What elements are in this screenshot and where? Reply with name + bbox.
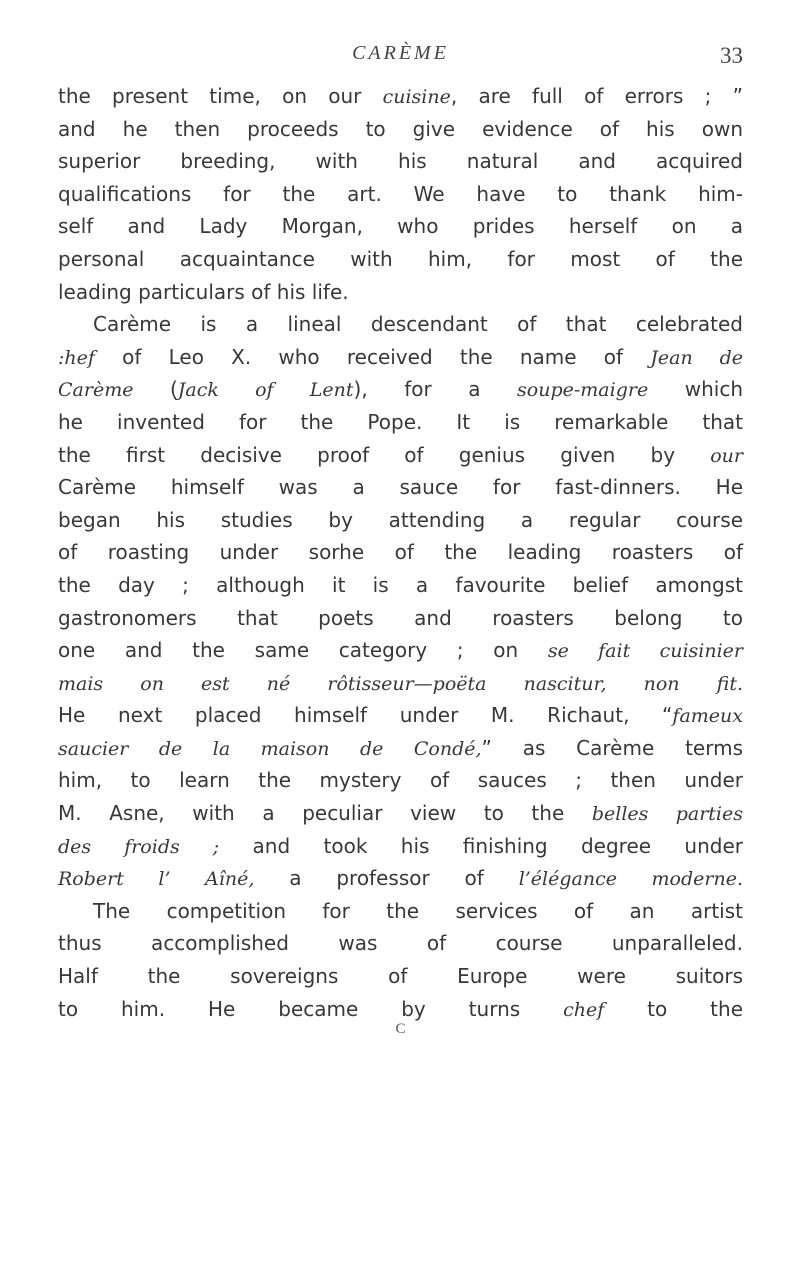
text-line: [58, 602, 743, 635]
text-run: to him. He became by turns: [58, 996, 564, 1021]
italic-text: se fait cuisinier: [547, 640, 743, 663]
italic-text: our: [710, 444, 743, 467]
text-run: qualifications for the art. We have to thank him-: [58, 181, 743, 206]
text-line: [58, 276, 743, 309]
text-line: [58, 471, 743, 504]
text-run: of Leo X. who received the name of: [94, 344, 651, 369]
italic-text: belles parties: [591, 803, 744, 826]
italic-text: :hef: [58, 346, 95, 369]
text-line: [58, 895, 743, 928]
italic-text: soupe-maigre: [517, 379, 649, 402]
text-line: [58, 634, 743, 667]
text-line: [58, 406, 743, 439]
text-line: [58, 504, 743, 537]
italic-text: Carème: [58, 379, 134, 402]
text-line: [58, 243, 743, 276]
text-line: [58, 862, 743, 895]
running-head: [58, 28, 743, 80]
text-run: self and Lady Morgan, who prides herself on a: [58, 214, 743, 239]
text-run: M. Asne, with a peculiar view to the: [58, 801, 592, 826]
text-run: of roasting under sorhe of the leading roasters of: [58, 540, 743, 565]
text-run: he invented for the Pope. It is remarkable that: [58, 409, 743, 434]
text-run: and took his finishing degree under: [219, 833, 743, 858]
italic-text: des froids ;: [58, 835, 220, 858]
text-run: Half the sovereigns of Europe were suitors: [58, 964, 743, 989]
signature-mark: C: [395, 1021, 406, 1038]
text-line: [58, 373, 743, 406]
text-run: and he then proceeds to give evidence of his own: [58, 116, 743, 141]
text-line: [58, 178, 743, 211]
text-run: the day ; although it is a favourite belief amongst: [58, 572, 743, 597]
text-line: [58, 210, 743, 243]
text-line: [58, 145, 743, 178]
text-line: [58, 732, 743, 765]
text-run: leading particulars of his life.: [58, 279, 349, 304]
italic-text: mais on est né rôtisseur—poëta nascitur, non fit.: [58, 672, 743, 695]
text-line: [58, 308, 743, 341]
text-line: [58, 699, 743, 732]
text-line: [58, 764, 743, 797]
italic-text: chef: [563, 998, 605, 1021]
text-line: [58, 667, 743, 700]
text-line: [58, 797, 743, 830]
text-run: He next placed himself under M. Richaut, “: [58, 703, 673, 728]
text-line: [58, 830, 743, 863]
text-run: (: [133, 377, 178, 402]
text-run: the present time, on our: [58, 84, 383, 108]
text-line: [58, 960, 743, 993]
text-run: one and the same category ; on: [58, 638, 548, 663]
text-run: thus accomplished was of course unparalleled.: [58, 931, 743, 956]
text-line: [58, 569, 743, 602]
text-run: Carème is a lineal descendant of that celebrated: [93, 312, 743, 337]
italic-text: fameux: [672, 705, 743, 728]
text-line: [58, 536, 743, 569]
text-run: The competition for the services of an artist: [93, 898, 743, 923]
text-run: superior breeding, with his natural and acquired: [58, 149, 743, 174]
italic-text: Jean de: [650, 346, 743, 369]
italic-text: Jack of Lent: [177, 379, 354, 402]
text-run: began his studies by attending a regular course: [58, 507, 743, 532]
text-line: [58, 439, 743, 472]
running-title: CARÈME: [352, 42, 449, 64]
italic-text: saucier de la maison de Condé,: [58, 737, 482, 760]
text-run: the first decisive proof of genius given by: [58, 442, 711, 467]
page-number: 33: [720, 43, 743, 68]
italic-text: l’élégance moderne.: [518, 868, 743, 891]
text-run: a professor of: [254, 866, 519, 891]
body-text: [58, 80, 743, 1025]
italic-text: cuisine: [382, 86, 451, 108]
book-page: [58, 28, 743, 1038]
text-run: which: [648, 377, 743, 402]
text-line: [58, 927, 743, 960]
text-line: [58, 80, 743, 113]
text-run: ” as Carème terms: [481, 735, 743, 760]
text-run: ), for a: [353, 377, 518, 402]
text-run: Carème himself was a sauce for fast-dinners. He: [58, 475, 743, 500]
text-line: [58, 113, 743, 146]
text-line: [58, 341, 743, 374]
italic-text: Robert l’ Aîné,: [58, 868, 255, 891]
text-run: , are full of errors ; ”: [450, 84, 743, 108]
text-run: to the: [604, 996, 743, 1021]
text-run: personal acquaintance with him, for most of the: [58, 246, 743, 271]
text-run: gastronomers that poets and roasters belong to: [58, 605, 743, 630]
text-run: him, to learn the mystery of sauces ; then under: [58, 768, 743, 793]
